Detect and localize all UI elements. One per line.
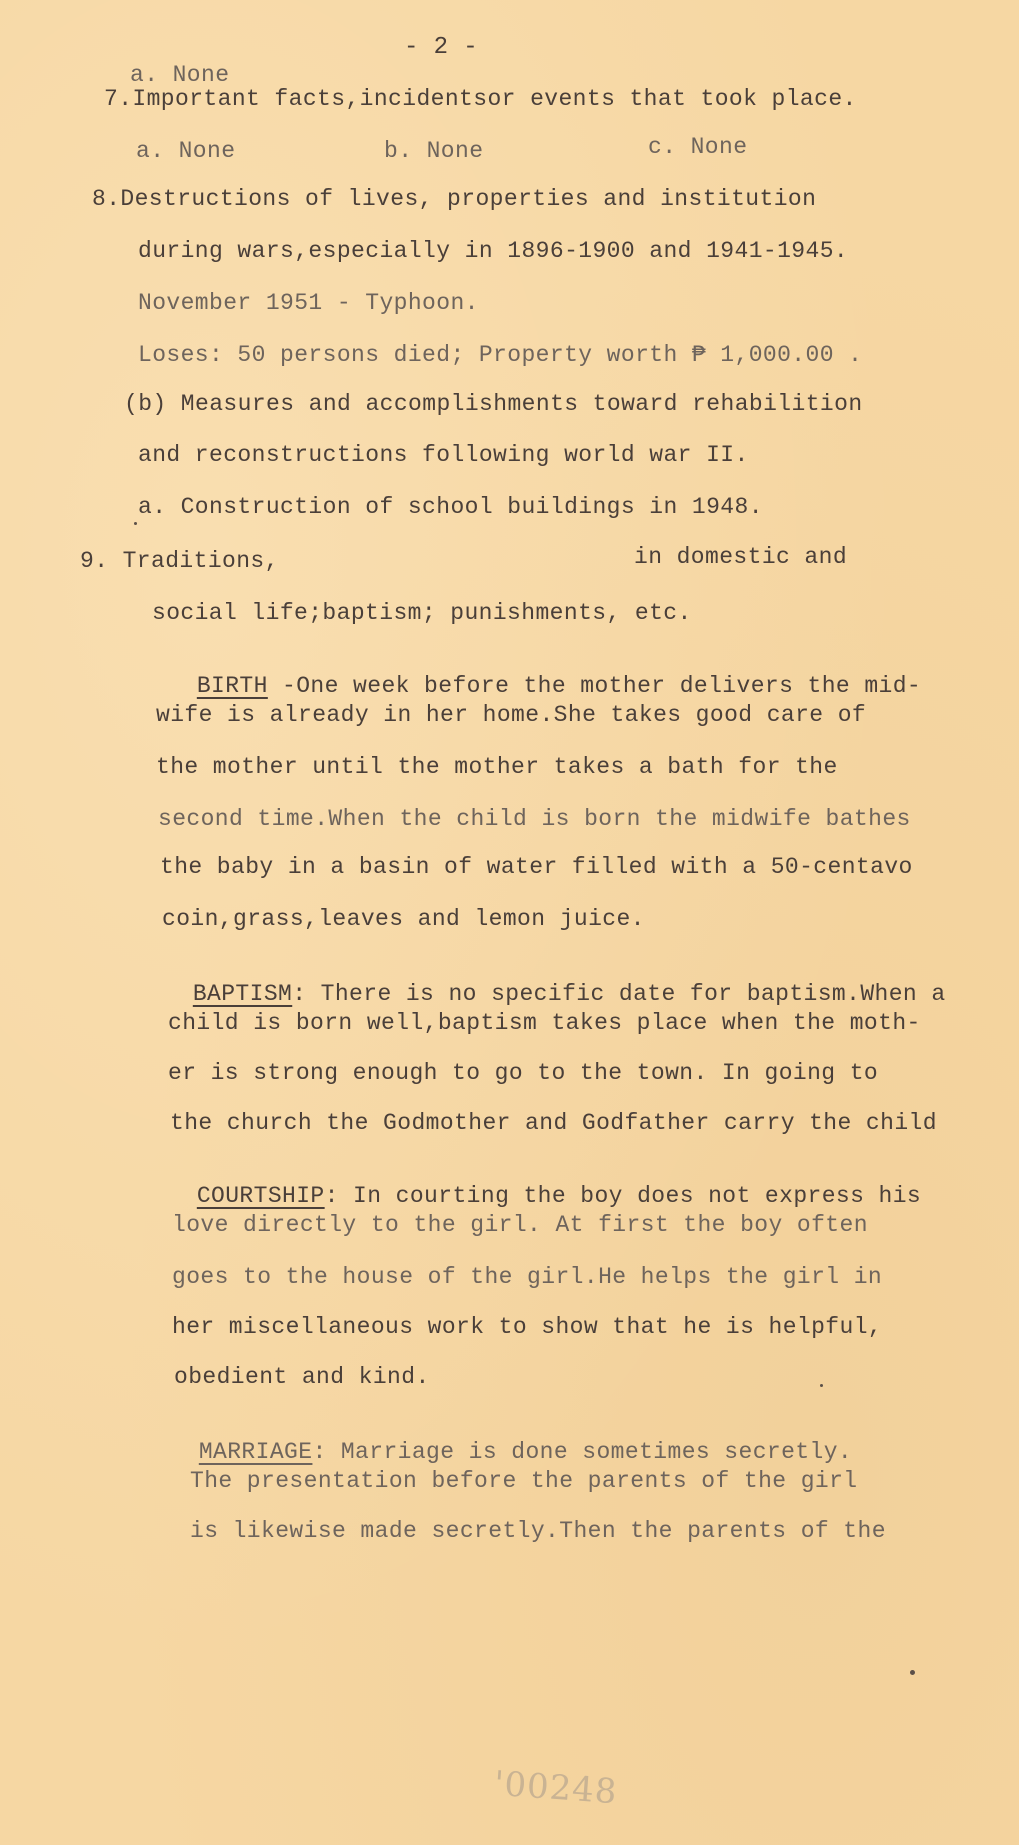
- text-line: a. None: [136, 138, 236, 164]
- text-line: the baby in a basin of water filled with a 50-centavo: [160, 854, 913, 880]
- stamp-number: '00248: [492, 1763, 619, 1813]
- birth-heading: BIRTH: [196, 673, 268, 699]
- text-line: child is born well,baptism takes place when the moth-: [168, 1010, 921, 1036]
- text-line: November 1951 - Typhoon.: [138, 290, 479, 316]
- text-line: obedient and kind.: [174, 1364, 430, 1390]
- text-line: wife is already in her home.She takes good care of: [156, 702, 867, 728]
- text-line: the mother until the mother takes a bath for the: [156, 754, 838, 780]
- text-line: BAPTISM: There is no specific date for baptism.When a: [192, 981, 946, 1007]
- text-line: the church the Godmother and Godfather carry the child: [170, 1110, 937, 1136]
- text-line: MARRIAGE: Marriage is done sometimes secretly.: [198, 1439, 853, 1465]
- text-line: BIRTH -One week before the mother delivers the mid-: [196, 673, 922, 699]
- section-8-heading: 8.Destructions of lives, properties and institution: [92, 186, 817, 212]
- courtship-heading: COURTSHIP: [196, 1183, 325, 1209]
- text-line: goes to the house of the girl.He helps the girl in: [172, 1264, 883, 1290]
- text-line: social life;baptism; punishments, etc.: [152, 600, 692, 626]
- text-line: Loses: 50 persons died; Property worth ₱ 1,000.00 .: [138, 342, 863, 368]
- paper-speck: [910, 1670, 915, 1675]
- page-number: - 2 -: [404, 34, 479, 61]
- paper-speck: [134, 522, 137, 525]
- text-line: a. Construction of school buildings in 1948.: [138, 494, 763, 520]
- section-9-heading: 9. Traditions,: [80, 548, 279, 574]
- text-line: b. None: [384, 138, 484, 164]
- paper-speck: [820, 1384, 823, 1387]
- text-line: (b) Measures and accomplishments toward rehabilition: [124, 391, 863, 417]
- text-line: a. None: [130, 62, 230, 88]
- text-line: in domestic and: [634, 544, 848, 570]
- marriage-heading: MARRIAGE: [198, 1439, 313, 1465]
- text-line: COURTSHIP: In courting the boy does not express his: [196, 1183, 922, 1209]
- text-line: and reconstructions following world war II.: [138, 442, 749, 468]
- text-line: second time.When the child is born the midwife bathes: [158, 806, 911, 832]
- text-line: coin,grass,leaves and lemon juice.: [162, 906, 645, 932]
- section-7-heading: 7.Important facts,incidentsor events that took place.: [104, 86, 857, 112]
- text-line: her miscellaneous work to show that he is helpful,: [172, 1314, 883, 1340]
- text-line: during wars,especially in 1896-1900 and 1941-1945.: [138, 238, 849, 264]
- text-line: love directly to the girl. At first the boy often: [172, 1212, 868, 1238]
- text-line: c. None: [648, 134, 748, 160]
- text-line: is likewise made secretly.Then the parents of the: [190, 1518, 886, 1544]
- text-line: er is strong enough to go to the town. In going to: [168, 1060, 879, 1086]
- text-line: The presentation before the parents of the girl: [190, 1468, 858, 1494]
- baptism-heading: BAPTISM: [192, 981, 293, 1007]
